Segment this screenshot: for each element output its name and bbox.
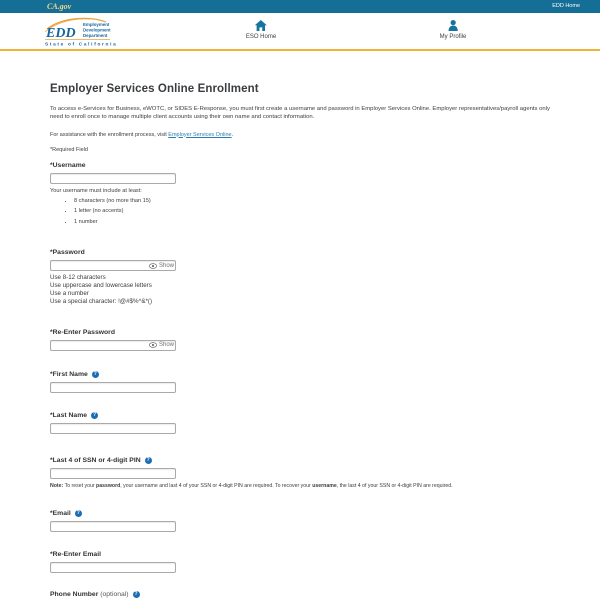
page-title: Employer Services Online Enrollment [50, 83, 259, 95]
last-name-label: *Last Name [50, 411, 88, 419]
show-reenter-password-button[interactable] [149, 342, 174, 348]
reenter-email-group [50, 551, 550, 573]
main-content [50, 83, 550, 600]
nav-my-profile[interactable] [440, 20, 467, 40]
home-icon [255, 20, 267, 31]
username-requirements-intro: Your username must include at least: [50, 187, 142, 194]
first-name-help-icon[interactable]: ? [93, 370, 97, 377]
username-requirement: • 8 characters (no more than 15) [74, 199, 550, 205]
username-label: *Username [50, 161, 86, 169]
ssn-pin-input[interactable] [50, 468, 176, 479]
password-hint: Use 8-12 characters [50, 274, 106, 282]
reenter-email-input[interactable] [50, 562, 176, 573]
logo-edd-text: EDD [46, 26, 76, 41]
ca-gov-logo[interactable]: CA.gov [47, 2, 72, 11]
password-hint: Use a number [50, 289, 89, 297]
note-text: To reset your [63, 482, 97, 489]
note-prefix: Note: [50, 482, 64, 489]
edd-logo [44, 16, 128, 47]
phone-group [50, 591, 550, 600]
assistance-suffix: . [231, 131, 234, 138]
note-text: , the last 4 of your SSN or 4-digit PIN are required. [336, 482, 453, 489]
reenter-email-label: *Re-Enter Email [50, 550, 101, 558]
password-hints [50, 274, 550, 305]
note-text: , your username and last 4 of your SSN or 4-digit PIN are required. To recover your [120, 482, 313, 489]
password-label: *Password [50, 249, 85, 257]
email-group [50, 510, 550, 532]
intro-paragraph: To access e-Services for Business, eWOTC, or SIDES E-Response, you must first create a username and password in Employer Services Online. Employer representatives/payroll agents only need to enroll once to manage multiple client accounts using their own name and contact information. [50, 106, 550, 121]
edd-home-link[interactable]: EDD Home [552, 3, 580, 9]
email-help-icon[interactable]: ? [76, 509, 80, 516]
ssn-pin-label: *Last 4 of SSN or 4-digit PIN [50, 456, 141, 464]
ssn-pin-help-icon[interactable]: ? [146, 456, 150, 463]
eye-icon [149, 263, 157, 269]
password-group [50, 249, 550, 305]
username-input[interactable] [50, 173, 176, 184]
reenter-password-group [50, 329, 550, 351]
phone-label-optional: (optional) [98, 590, 129, 598]
logo-line3: Department [83, 33, 108, 38]
phone-label-bold: Phone Number [50, 590, 99, 598]
phone-help-icon[interactable]: ? [134, 590, 138, 597]
show-reenter-password-label: Show [158, 342, 174, 348]
site-header [0, 13, 600, 49]
first-name-input[interactable] [50, 382, 176, 393]
employer-services-online-link[interactable]: Employer Services Online [168, 131, 232, 138]
logo-line1: Employment [83, 22, 110, 27]
assistance-line [50, 132, 550, 138]
email-input[interactable] [50, 521, 176, 532]
nav-eso-home-label: ESO Home [245, 34, 277, 40]
logo-line2: Development [83, 27, 111, 33]
eye-icon [149, 342, 157, 348]
password-hint: Use a special character: !@#$%^&*() [50, 297, 153, 305]
gold-divider [0, 49, 600, 51]
password-hint: Use uppercase and lowercase letters [50, 282, 152, 290]
nav-my-profile-label: My Profile [439, 34, 467, 40]
reenter-password-label: *Re-Enter Password [50, 328, 115, 336]
required-field-note: *Required Field [50, 146, 88, 153]
username-requirement: • 1 number [74, 220, 550, 226]
ssn-pin-group [50, 457, 550, 489]
show-password-label: Show [158, 262, 174, 269]
logo-state-text: State of California [45, 41, 118, 47]
last-name-input[interactable] [50, 423, 176, 434]
nav-eso-home[interactable] [246, 20, 276, 40]
ssn-pin-note [50, 483, 550, 489]
note-bold: password [96, 482, 121, 489]
assistance-prefix: For assistance with the enrollment process, visit [50, 131, 169, 138]
show-password-button[interactable] [149, 263, 174, 269]
username-requirements-list [50, 199, 550, 226]
note-bold: username [312, 482, 337, 489]
last-name-help-icon[interactable]: ? [93, 411, 97, 418]
first-name-label: *First Name [50, 370, 88, 378]
username-group [50, 162, 550, 226]
phone-label [50, 591, 129, 598]
top-utility-bar [0, 0, 600, 13]
email-label: *Email [50, 509, 71, 517]
username-requirement: • 1 letter (no accents) [74, 209, 550, 215]
last-name-group [50, 412, 550, 434]
person-icon [447, 20, 458, 31]
first-name-group [50, 371, 550, 393]
